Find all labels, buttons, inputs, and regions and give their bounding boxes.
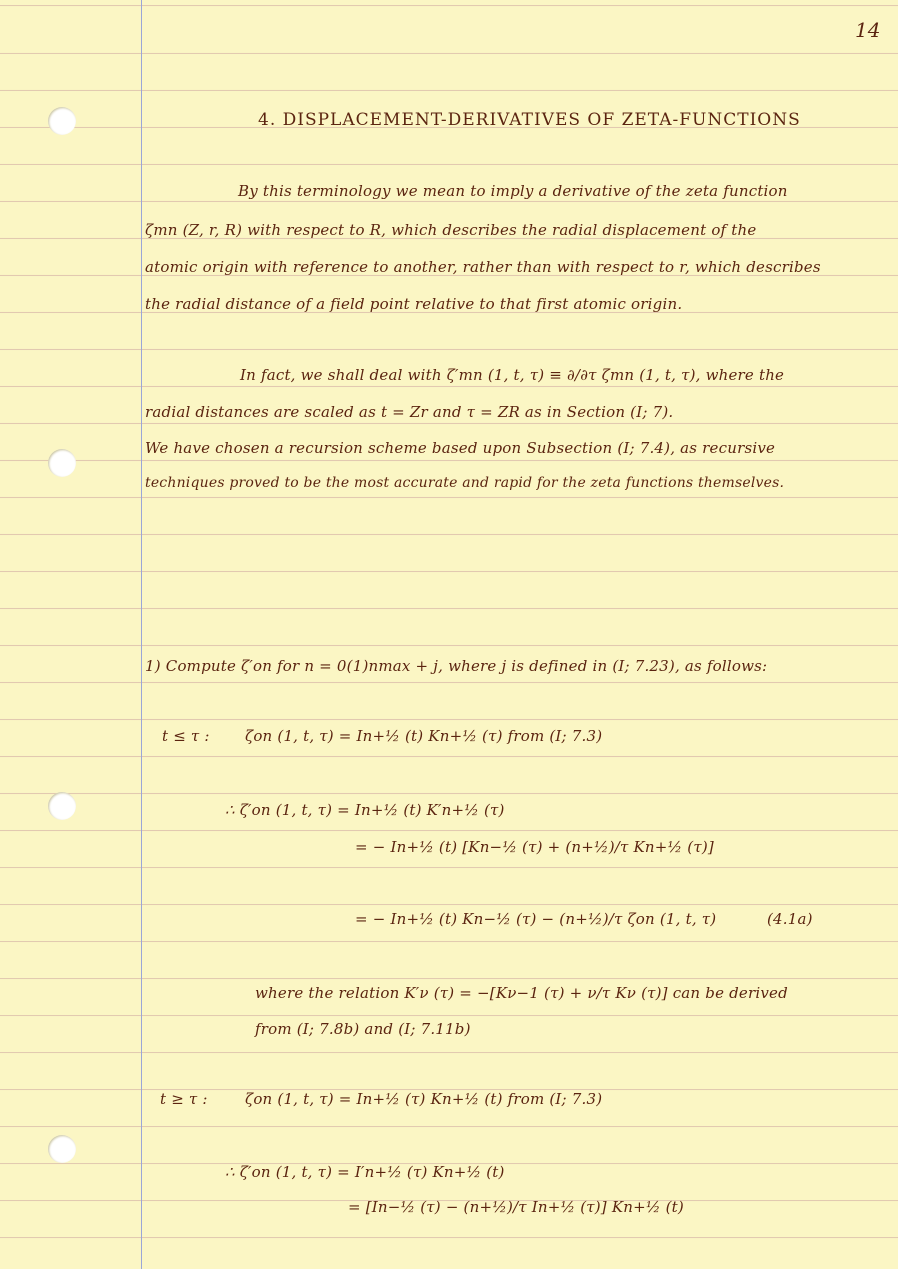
section-title: 4. DISPLACEMENT-DERIVATIVES OF ZETA-FUNCTIONS xyxy=(258,110,801,130)
punch-hole xyxy=(48,1135,76,1163)
case1-note: where the relation K′ν (τ) = −[Kν−1 (τ) + ν/τ Kν (τ)] can be derived xyxy=(255,984,788,1002)
punch-hole xyxy=(48,449,76,477)
case2-derivation: ∴ ζ′on (1, t, τ) = I′n+½ (τ) Kn+½ (t) xyxy=(225,1163,505,1181)
paragraph1-line: By this terminology we mean to imply a derivative of the zeta function xyxy=(238,182,788,200)
case2-condition: t ≥ τ : xyxy=(160,1090,208,1108)
case1-derivation: ∴ ζ′on (1, t, τ) = In+½ (t) K′n+½ (τ) xyxy=(225,801,505,819)
paragraph1-line: the radial distance of a field point relative to that first atomic origin. xyxy=(145,295,683,313)
paragraph1-line: atomic origin with reference to another, rather than with respect to r, which describes xyxy=(145,258,821,276)
page-number: 14 xyxy=(855,18,881,42)
case1-condition: t ≤ τ : xyxy=(162,727,210,745)
case2-derivation: = [In−½ (τ) − (n+½)/τ In+½ (τ)] Kn+½ (t) xyxy=(348,1198,684,1216)
equation-label: (4.1a) xyxy=(767,910,813,928)
paragraph1-line: ζmn (Z, r, R) with respect to R, which describes the radial displacement of the xyxy=(145,221,757,239)
paragraph2-line: In fact, we shall deal with ζ′mn (1, t, τ) ≡ ∂/∂τ ζmn (1, t, τ), where the xyxy=(240,366,785,384)
punch-hole xyxy=(48,107,76,135)
paragraph2-line: We have chosen a recursion scheme based upon Subsection (I; 7.4), as recursive xyxy=(145,439,776,457)
case1-derivation: = − In+½ (t) Kn−½ (τ) − (n+½)/τ ζon (1, t, τ) xyxy=(355,910,717,928)
margin-line xyxy=(141,0,142,1269)
punch-hole xyxy=(48,792,76,820)
step1-heading: 1) Compute ζ′on for n = 0(1)nmax + j, where j is defined in (I; 7.23), as follows: xyxy=(145,657,768,675)
paragraph2-line: techniques proved to be the most accurate and rapid for the zeta functions themselves. xyxy=(145,475,785,491)
paragraph2-line: radial distances are scaled as t = Zr and τ = ZR as in Section (I; 7). xyxy=(145,403,674,421)
case2-equation: ζon (1, t, τ) = In+½ (τ) Kn+½ (t) from (I; 7.3) xyxy=(245,1090,603,1108)
case1-equation: ζon (1, t, τ) = In+½ (t) Kn+½ (τ) from (I; 7.3) xyxy=(245,727,603,745)
case1-note: from (I; 7.8b) and (I; 7.11b) xyxy=(255,1020,471,1038)
case1-derivation: = − In+½ (t) [Kn−½ (τ) + (n+½)/τ Kn+½ (τ)] xyxy=(355,838,714,856)
